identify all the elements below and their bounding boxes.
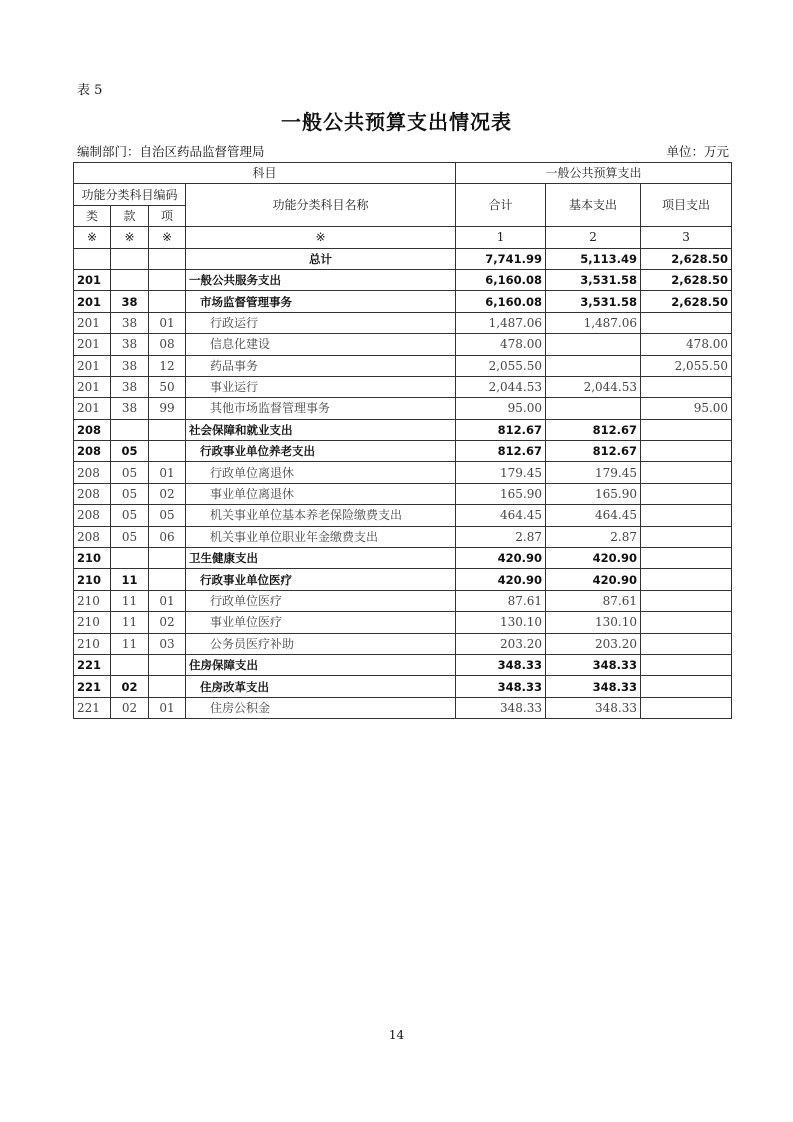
mark-cell: ※ — [111, 227, 149, 248]
cell-xiang — [149, 248, 186, 269]
cell-name: 一般公共服务支出 — [186, 269, 456, 290]
table-row — [74, 441, 732, 462]
cell-project — [641, 676, 732, 697]
cell-lei: 221 — [74, 676, 111, 697]
table-row — [74, 291, 732, 312]
cell-lei: 221 — [74, 654, 111, 675]
cell-total: 87.61 — [456, 590, 546, 611]
cell-total: 179.45 — [456, 462, 546, 483]
cell-name: 行政单位医疗 — [186, 590, 456, 611]
cell-project: 478.00 — [641, 334, 732, 355]
cell-lei: 201 — [74, 291, 111, 312]
cell-basic: 165.90 — [546, 483, 641, 504]
cell-total: 478.00 — [456, 334, 546, 355]
table-row — [74, 355, 732, 376]
cell-kuan: 02 — [111, 697, 149, 718]
cell-project — [641, 569, 732, 590]
header-total: 合计 — [456, 184, 546, 227]
header-subject: 科目 — [74, 163, 456, 184]
cell-lei: 210 — [74, 590, 111, 611]
cell-total: 1,487.06 — [456, 312, 546, 333]
cell-lei: 208 — [74, 483, 111, 504]
header-row — [74, 184, 732, 205]
cell-project — [641, 505, 732, 526]
cell-xiang: 12 — [149, 355, 186, 376]
table-row — [74, 505, 732, 526]
cell-xiang: 01 — [149, 462, 186, 483]
cell-kuan — [111, 654, 149, 675]
cell-kuan: 05 — [111, 505, 149, 526]
cell-name: 行政单位离退休 — [186, 462, 456, 483]
mark-cell: ※ — [186, 227, 456, 248]
cell-basic: 812.67 — [546, 419, 641, 440]
cell-project — [641, 462, 732, 483]
table-row — [74, 676, 732, 697]
cell-basic: 5,113.49 — [546, 248, 641, 269]
cell-kuan — [111, 548, 149, 569]
cell-kuan: 38 — [111, 334, 149, 355]
cell-xiang — [149, 419, 186, 440]
cell-project — [641, 654, 732, 675]
cell-lei: 210 — [74, 612, 111, 633]
cell-project — [641, 633, 732, 654]
header-code-group: 功能分类科目编码 — [74, 184, 186, 205]
col-number: 1 — [456, 227, 546, 248]
cell-name: 行政事业单位养老支出 — [186, 441, 456, 462]
cell-basic: 348.33 — [546, 697, 641, 718]
cell-name: 信息化建设 — [186, 334, 456, 355]
cell-basic — [546, 398, 641, 419]
header-xiang: 项 — [149, 205, 186, 226]
cell-name: 公务员医疗补助 — [186, 633, 456, 654]
cell-kuan: 11 — [111, 569, 149, 590]
cell-name: 事业运行 — [186, 376, 456, 397]
cell-xiang — [149, 654, 186, 675]
cell-total: 6,160.08 — [456, 291, 546, 312]
col-number: 2 — [546, 227, 641, 248]
cell-total: 348.33 — [456, 697, 546, 718]
cell-total: 130.10 — [456, 612, 546, 633]
cell-lei: 210 — [74, 633, 111, 654]
cell-project — [641, 483, 732, 504]
cell-total: 6,160.08 — [456, 269, 546, 290]
cell-kuan — [111, 419, 149, 440]
cell-xiang: 05 — [149, 505, 186, 526]
cell-lei: 208 — [74, 419, 111, 440]
table-row — [74, 548, 732, 569]
cell-name: 住房公积金 — [186, 697, 456, 718]
page-title: 一般公共预算支出情况表 — [281, 110, 512, 134]
table-row — [74, 248, 732, 269]
cell-lei: 208 — [74, 526, 111, 547]
cell-kuan: 05 — [111, 483, 149, 504]
cell-kuan: 38 — [111, 376, 149, 397]
cell-lei: 210 — [74, 569, 111, 590]
cell-xiang — [149, 441, 186, 462]
page-number: 14 — [388, 1028, 405, 1042]
cell-lei: 201 — [74, 376, 111, 397]
col-number: 3 — [641, 227, 732, 248]
cell-kuan: 05 — [111, 441, 149, 462]
cell-xiang: 01 — [149, 312, 186, 333]
department-label: 编制部门：自治区药品监督管理局 — [77, 144, 265, 159]
cell-kuan: 38 — [111, 291, 149, 312]
mark-cell: ※ — [149, 227, 186, 248]
cell-xiang — [149, 548, 186, 569]
cell-total: 420.90 — [456, 548, 546, 569]
cell-basic: 420.90 — [546, 569, 641, 590]
cell-kuan: 05 — [111, 526, 149, 547]
cell-project — [641, 697, 732, 718]
table-label: 表 5 — [77, 83, 103, 98]
cell-total: 812.67 — [456, 441, 546, 462]
cell-basic — [546, 334, 641, 355]
cell-name: 机关事业单位基本养老保险缴费支出 — [186, 505, 456, 526]
mark-cell: ※ — [74, 227, 111, 248]
cell-project: 2,628.50 — [641, 291, 732, 312]
cell-basic: 130.10 — [546, 612, 641, 633]
cell-kuan: 11 — [111, 590, 149, 611]
cell-basic: 1,487.06 — [546, 312, 641, 333]
cell-total: 348.33 — [456, 676, 546, 697]
cell-basic: 348.33 — [546, 676, 641, 697]
table-row — [74, 483, 732, 504]
cell-lei: 201 — [74, 269, 111, 290]
cell-total: 95.00 — [456, 398, 546, 419]
cell-xiang — [149, 291, 186, 312]
cell-basic: 348.33 — [546, 654, 641, 675]
cell-total: 348.33 — [456, 654, 546, 675]
cell-name: 事业单位医疗 — [186, 612, 456, 633]
cell-xiang — [149, 569, 186, 590]
table-row — [74, 612, 732, 633]
cell-basic: 3,531.58 — [546, 291, 641, 312]
cell-xiang: 01 — [149, 590, 186, 611]
table-row — [74, 334, 732, 355]
cell-lei: 201 — [74, 355, 111, 376]
cell-name: 行政事业单位医疗 — [186, 569, 456, 590]
cell-project — [641, 612, 732, 633]
table-row — [74, 633, 732, 654]
cell-name: 住房保障支出 — [186, 654, 456, 675]
cell-kuan: 05 — [111, 462, 149, 483]
cell-basic: 420.90 — [546, 548, 641, 569]
cell-total: 464.45 — [456, 505, 546, 526]
header-project: 项目支出 — [641, 184, 732, 227]
cell-xiang: 50 — [149, 376, 186, 397]
header-lei: 类 — [74, 205, 111, 226]
table-row — [74, 376, 732, 397]
budget-table — [73, 162, 732, 719]
cell-lei: 201 — [74, 398, 111, 419]
header-row — [74, 163, 732, 184]
cell-total: 7,741.99 — [456, 248, 546, 269]
cell-kuan: 11 — [111, 633, 149, 654]
cell-basic: 87.61 — [546, 590, 641, 611]
cell-name: 卫生健康支出 — [186, 548, 456, 569]
unit-label: 单位：万元 — [666, 144, 729, 159]
cell-lei: 210 — [74, 548, 111, 569]
cell-name: 事业单位离退休 — [186, 483, 456, 504]
cell-kuan: 11 — [111, 612, 149, 633]
cell-basic: 812.67 — [546, 441, 641, 462]
cell-xiang — [149, 676, 186, 697]
cell-lei: 208 — [74, 441, 111, 462]
cell-basic: 2,044.53 — [546, 376, 641, 397]
header-row — [74, 227, 732, 248]
table-row — [74, 526, 732, 547]
cell-name: 机关事业单位职业年金缴费支出 — [186, 526, 456, 547]
cell-kuan — [111, 269, 149, 290]
cell-name: 市场监督管理事务 — [186, 291, 456, 312]
cell-lei: 201 — [74, 334, 111, 355]
header-kuan: 款 — [111, 205, 149, 226]
cell-kuan: 02 — [111, 676, 149, 697]
cell-lei — [74, 248, 111, 269]
cell-lei: 221 — [74, 697, 111, 718]
cell-basic: 3,531.58 — [546, 269, 641, 290]
table-row — [74, 312, 732, 333]
cell-total: 2,055.50 — [456, 355, 546, 376]
cell-project — [641, 441, 732, 462]
cell-basic — [546, 355, 641, 376]
cell-lei: 201 — [74, 312, 111, 333]
cell-lei: 208 — [74, 462, 111, 483]
cell-xiang: 99 — [149, 398, 186, 419]
cell-total: 165.90 — [456, 483, 546, 504]
cell-total: 2,044.53 — [456, 376, 546, 397]
cell-name: 总计 — [186, 248, 456, 269]
cell-name: 社会保障和就业支出 — [186, 419, 456, 440]
cell-xiang: 03 — [149, 633, 186, 654]
cell-project — [641, 548, 732, 569]
cell-name: 行政运行 — [186, 312, 456, 333]
cell-project — [641, 312, 732, 333]
table-row — [74, 590, 732, 611]
cell-name: 其他市场监督管理事务 — [186, 398, 456, 419]
cell-kuan: 38 — [111, 355, 149, 376]
cell-project: 2,628.50 — [641, 269, 732, 290]
table-row — [74, 398, 732, 419]
cell-total: 420.90 — [456, 569, 546, 590]
cell-project: 2,055.50 — [641, 355, 732, 376]
cell-basic: 2.87 — [546, 526, 641, 547]
cell-xiang: 06 — [149, 526, 186, 547]
table-row — [74, 462, 732, 483]
cell-project — [641, 419, 732, 440]
header-basic: 基本支出 — [546, 184, 641, 227]
table-row — [74, 569, 732, 590]
cell-xiang: 02 — [149, 612, 186, 633]
table-row — [74, 419, 732, 440]
cell-xiang: 02 — [149, 483, 186, 504]
table-row — [74, 697, 732, 718]
cell-kuan: 38 — [111, 398, 149, 419]
cell-project — [641, 526, 732, 547]
cell-project — [641, 376, 732, 397]
cell-lei: 208 — [74, 505, 111, 526]
header-budget: 一般公共预算支出 — [456, 163, 732, 184]
cell-total: 812.67 — [456, 419, 546, 440]
cell-kuan: 38 — [111, 312, 149, 333]
cell-xiang — [149, 269, 186, 290]
cell-basic: 179.45 — [546, 462, 641, 483]
cell-kuan — [111, 248, 149, 269]
cell-project — [641, 590, 732, 611]
cell-name: 住房改革支出 — [186, 676, 456, 697]
cell-project: 95.00 — [641, 398, 732, 419]
cell-total: 2.87 — [456, 526, 546, 547]
cell-name: 药品事务 — [186, 355, 456, 376]
cell-xiang: 08 — [149, 334, 186, 355]
cell-project: 2,628.50 — [641, 248, 732, 269]
cell-basic: 464.45 — [546, 505, 641, 526]
header-name: 功能分类科目名称 — [186, 184, 456, 227]
cell-xiang: 01 — [149, 697, 186, 718]
cell-basic: 203.20 — [546, 633, 641, 654]
table-row — [74, 269, 732, 290]
cell-total: 203.20 — [456, 633, 546, 654]
table-row — [74, 654, 732, 675]
